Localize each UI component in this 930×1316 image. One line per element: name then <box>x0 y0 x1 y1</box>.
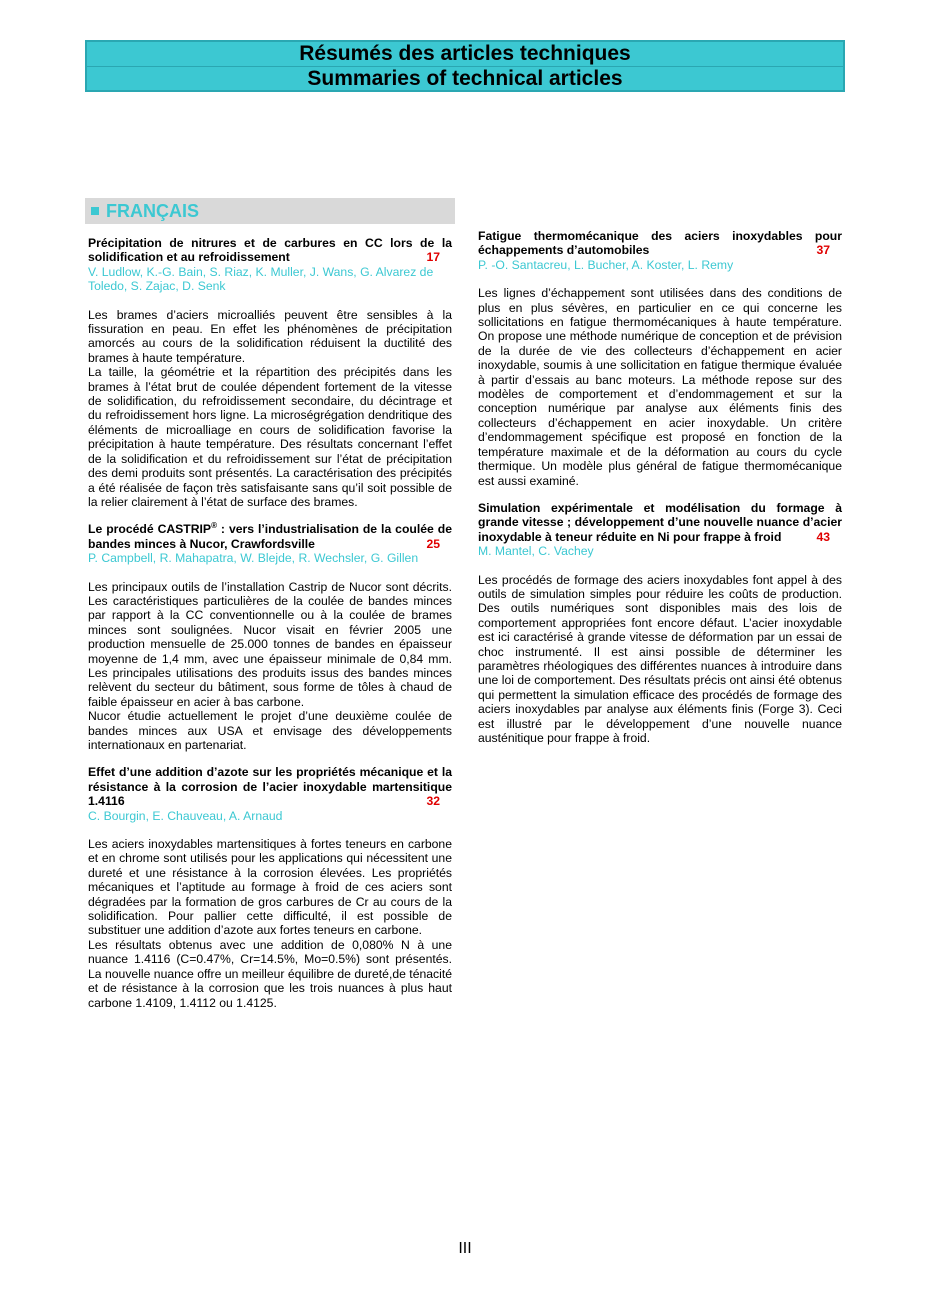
page-reference: 43 <box>816 529 830 544</box>
article-authors: C. Bourgin, E. Chauveau, A. Arnaud <box>88 808 283 823</box>
article-precipitation <box>88 236 452 509</box>
page-number: III <box>458 1240 472 1257</box>
right-column <box>478 229 842 758</box>
article-abstract <box>478 286 842 488</box>
article-title: Précipitation de nitrures et de carbures en CC lors de la solidification et au refroidissement 17 <box>88 236 452 265</box>
title-banner <box>85 40 845 92</box>
article-simulation <box>478 501 842 746</box>
page-reference: 32 <box>426 794 440 809</box>
article-abstract <box>478 573 842 746</box>
article-title: Fatigue thermomécanique des aciers inoxydables pour échappements d’automobiles 37 <box>478 229 842 258</box>
article-authors: P. -O. Santacreu, L. Bucher, A. Koster, L. Remy <box>478 257 734 272</box>
article-fatigue <box>478 229 842 488</box>
article-castrip <box>88 522 452 752</box>
abstract-paragraph: Les procédés de formage des aciers inoxydables font appel à des outils de simulation simples pour réduire les coûts de production. Des outils numériques sont disponibles mais des lois de comportement appropriées font encore défaut. L’acier inoxydable est ici caractérisé à grande vitesse de déformation par un essai de choc instrumenté. Il est ainsi possible de déterminer les paramètres rhéologiques des différentes nuances à introduire dans une loi de comportement. Des résultats précis ont ainsi été obtenus qui permettent la simulation efficace des procédés de formage des aciers inoxydables par analyse aux éléments finis (Forge 3). Ceci est illustré par le développement d’une nouvelle nuance austénitique pour frappe à froid. <box>478 572 842 745</box>
article-authors: P. Campbell, R. Mahapatra, W. Blejde, R. Wechsler, G. Gillen <box>88 551 419 566</box>
abstract-paragraph: Les brames d’aciers microalliés peuvent être sensibles à la fissuration en peau. En effet les phénomènes de précipitation amorcés au cours de la solidification réduisent la ductilité des brames à haute température. <box>88 307 452 365</box>
title-english: Summaries of technical articles <box>87 66 843 91</box>
abstract-paragraph: Nucor étudie actuellement le projet d’une deuxième coulée de bandes minces aux USA et envisage des développements internationaux en partenariat. <box>88 709 452 752</box>
article-title: Le procédé CASTRIP® : vers l’industrialisation de la coulée de bandes minces à Nucor, Crawfordsville 25 <box>88 521 452 551</box>
left-column <box>88 236 452 1023</box>
article-title: Effet d’une addition d’azote sur les propriétés mécanique et la résistance à la corrosion de l’acier inoxydable martensitique 1.4116 32 <box>88 765 452 809</box>
abstract-paragraph: La taille, la géométrie et la répartition des précipités dans les brames à l’état brut de coulée dépendent fortement de la vitesse de solidification, du refroidissement secondaire, du décintrage et du refroidissement hors ligne. La microségrégation dendritique des éléments de microalliage en cours de solidification favorise la précipitation à haute température. Des résultats concernant l’effet de la solidification et du refroidissement sur l’état de précipitation des demi produits sont présentés. La caractérisation des précipités a été réalisée de façon très satisfaisante sans qu’il soit possible de la relier clairement à l’état de surface des brames. <box>88 365 452 509</box>
title-french: Résumés des articles techniques <box>299 41 631 65</box>
article-azote <box>88 765 452 1010</box>
article-abstract <box>88 837 452 1010</box>
abstract-paragraph: Les lignes d’échappement sont utilisées dans des conditions de plus en plus sévères, en particulier en ce qui concerne les sollicitations en fatigue thermomécaniques à haute température. On propose une méthode numérique de conception et de prévision de la durée de vie des collecteurs d’échappement en acier inoxydable, soumis à une sollicitation en fatigue thermique évaluée à partir d’essais au banc moteurs. La méthode repose sur des modèles de comportement et d’endommagement et sur la conception numérique par analyse aux éléments finis des collecteurs d’échappement en acier inoxydable. Un critère d’endommagement spécifique est proposé en fonction de la température maximale et de la déformation au cours du cycle thermique. Un modèle plus général de fatigue thermomécanique est aussi examiné. <box>478 286 842 488</box>
section-label: FRANÇAIS <box>106 200 199 221</box>
abstract-paragraph: Les résultats obtenus avec une addition de 0,080% N à une nuance 1.4116 (C=0.47%, Cr=14.5%, Mo=0.5%) sont présentés. La nouvelle nuance offre un meilleur équilibre de dureté,de ténacité et de résistance à la corrosion que les trois nuances à plus haut carbone 1.4109, 1.4112 ou 1.4125. <box>88 937 452 1010</box>
page-reference: 25 <box>426 536 440 551</box>
article-authors: V. Ludlow, K.-G. Bain, S. Riaz, K. Muller, J. Wans, G. Alvarez de Toledo, S. Zajac, D. Senk <box>88 264 434 294</box>
section-header-francais <box>85 198 455 224</box>
article-abstract <box>88 308 452 510</box>
article-authors: M. Mantel, C. Vachey <box>478 544 594 559</box>
article-title: Simulation expérimentale et modélisation du formage à grande vitesse ; développement d’une nouvelle nuance d’acier inoxydable à teneur réduite en Ni pour frappe à froid 43 <box>478 500 842 544</box>
page-reference: 37 <box>816 243 830 258</box>
registered-mark: ® <box>211 521 217 531</box>
page-reference: 17 <box>426 250 440 265</box>
article-abstract <box>88 580 452 753</box>
square-bullet-icon <box>91 207 99 215</box>
abstract-paragraph: Les principaux outils de l’installation Castrip de Nucor sont décrits. Les caractéristiques particulières de la coulée de bandes minces par rapport à la CC conventionnelle ou à la coulée de brames minces sont soulignées. Nucor visait en février 2005 une production mensuelle de 25.000 tonnes de bandes en épaisseur moyenne de 1,4 mm, avec une épaisseur minimale de 0,84 mm. Les principales utilisations des produits issus des bandes minces relèvent du secteur du bâtiment, sous forme de tôles à chaud de faible épaisseur en acier à bas carbone. <box>88 579 452 709</box>
abstract-paragraph: Les aciers inoxydables martensitiques à fortes teneurs en carbone et en chrome sont utilisés pour les applications qui nécessitent une dureté et une résistance à la corrosion élevées. Les propriétés mécaniques et l’aptitude au formage à froid de ces aciers sont dégradées par la formation de gros carbures de Cr au cours de la solidification. Pour pallier cette difficulté, il est possible de substituer une addition d’azote aux fortes teneurs en carbone. <box>88 837 452 938</box>
